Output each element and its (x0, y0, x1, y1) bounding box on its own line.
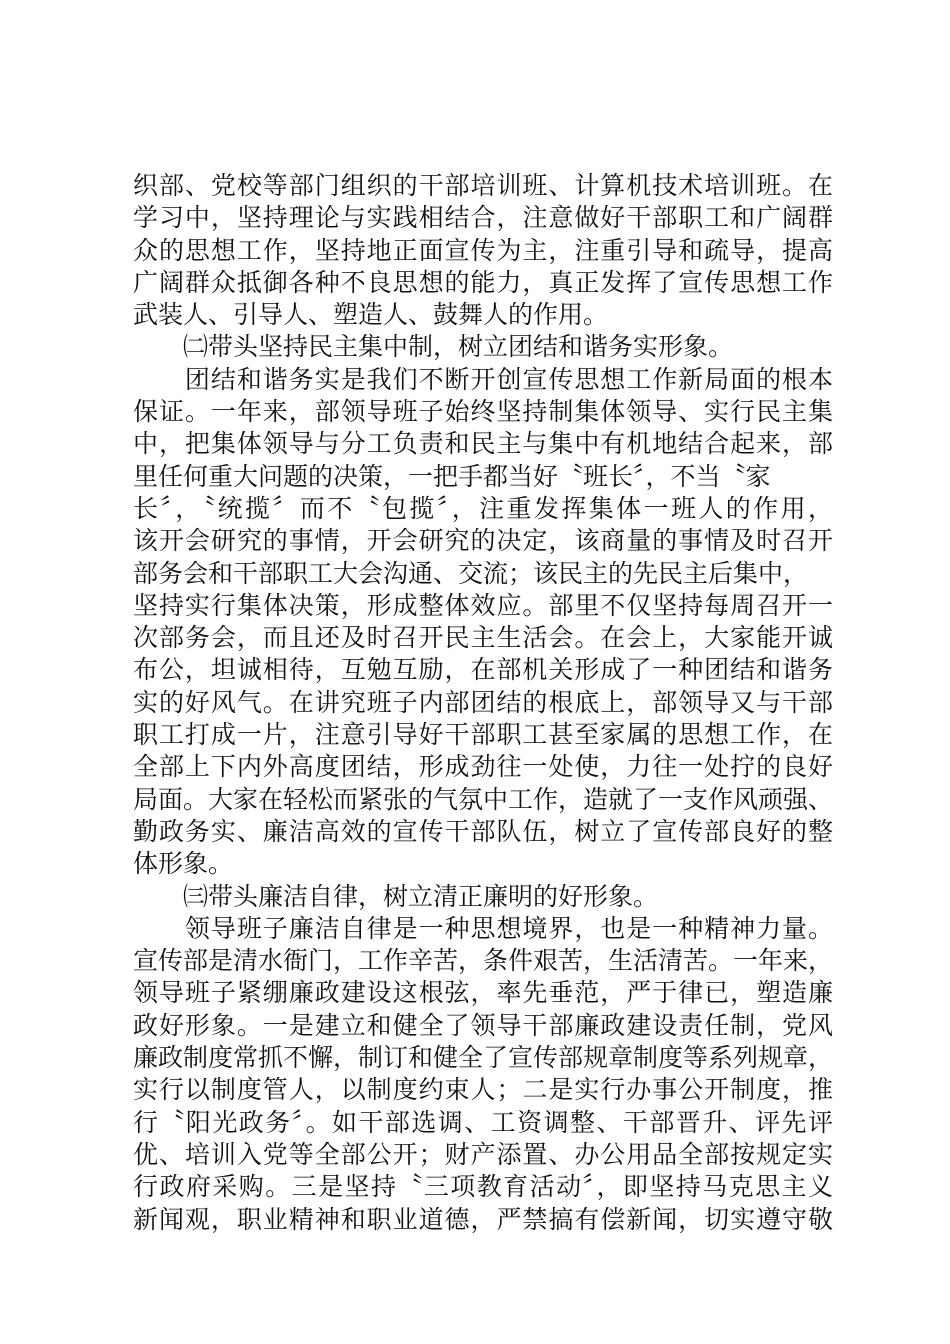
text-line: 领导班子廉洁自律是一种思想境界，也是一种精神力量。 (133, 913, 833, 943)
text-line: 中，把集体领导与分工负责和民主与集中有机地结合起来，部 (133, 429, 833, 459)
text-line: 团结和谐务实是我们不断开创宣传思想工作新局面的根本 (133, 364, 833, 394)
section-heading-3: ㈢带头廉洁自律，树立清正廉明的好形象。 (133, 881, 659, 911)
text-line: 新闻观，职业精神和职业道德，严禁搞有偿新闻，切实遵守敬 (133, 1204, 833, 1234)
text-line: 实行以制度管人，以制度约束人；二是实行办事公开制度，推 (133, 1075, 833, 1105)
text-line: 全部上下内外高度团结，形成劲往一处使，力往一处拧的良好 (133, 752, 833, 782)
text-line: 职工打成一片，注意引导好干部职工甚至家属的思想工作，在 (133, 720, 833, 750)
text-line: 实的好风气。在讲究班子内部团结的根底上，部领导又与干部 (133, 687, 833, 717)
text-line: 布公，坦诚相待，互勉互励，在部机关形成了一种团结和谐务 (133, 655, 833, 685)
text-line: 长〞，〝统揽〞而不〝包揽〞，注重发挥集体一班人的作用， (133, 493, 833, 523)
text-line: 学习中，坚持理论与实践相结合，注意做好干部职工和广阔群 (133, 203, 833, 233)
text-line: 坚持实行集体决策，形成整体效应。部里不仅坚持每周召开一 (133, 590, 833, 620)
text-line: 局面。大家在轻松而紧张的气氛中工作，造就了一支作风顽强、 (133, 784, 834, 814)
text-line: 领导班子紧绷廉政建设这根弦，率先垂范，严于律已，塑造廉 (133, 978, 833, 1008)
text-line: 优、培训入党等全部公开；财产添置、办公用品全部按规定实 (133, 1139, 833, 1169)
text-line: 保证。一年来，部领导班子始终坚持制集体领导、实行民主集 (133, 397, 833, 427)
text-line: 宣传部是清水衙门，工作辛苦，条件艰苦，生活清苦。一年来， (133, 946, 834, 976)
text-line: 廉政制度常抓不懈，制订和健全了宣传部规章制度等系列规章， (133, 1043, 834, 1073)
text-line: 体形象。 (133, 849, 234, 879)
text-line: 武装人、引导人、塑造人、鼓舞人的作用。 (133, 300, 609, 330)
text-line: 行〝阳光政务〞。如干部选调、工资调整、干部晋升、评先评 (133, 1107, 833, 1137)
body-text (133, 170, 833, 1236)
text-line: 众的思想工作，坚持地正面宣传为主，注重引导和疏导，提高 (133, 235, 833, 265)
text-line: 广阔群众抵御各种不良思想的能力，真正发挥了宣传思想工作 (133, 267, 833, 297)
text-line: 织部、党校等部门组织的干部培训班、计算机技术培训班。在 (133, 171, 833, 200)
text-line: 部务会和干部职工大会沟通、交流；该民主的先民主后集中， (133, 558, 809, 588)
text-line: 勤政务实、廉洁高效的宣传干部队伍，树立了宣传部良好的整 (133, 816, 833, 846)
text-line: 次部务会，而且还及时召开民主生活会。在会上，大家能开诚 (133, 623, 833, 653)
section-heading-2: ㈡带头坚持民主集中制，树立团结和谐务实形象。 (133, 332, 734, 362)
text-line: 里任何重大问题的决策，一把手都当好〝班长〞，不当〝家 (133, 461, 771, 491)
text-line: 行政府采购。三是坚持〝三项教育活动〞，即坚持马克思主义 (133, 1172, 833, 1202)
text-line: 该开会研究的事情，开会研究的决定，该商量的事情及时召开 (133, 526, 833, 556)
text-line: 政好形象。一是建立和健全了领导干部廉政建设责任制，党风 (133, 1010, 833, 1040)
